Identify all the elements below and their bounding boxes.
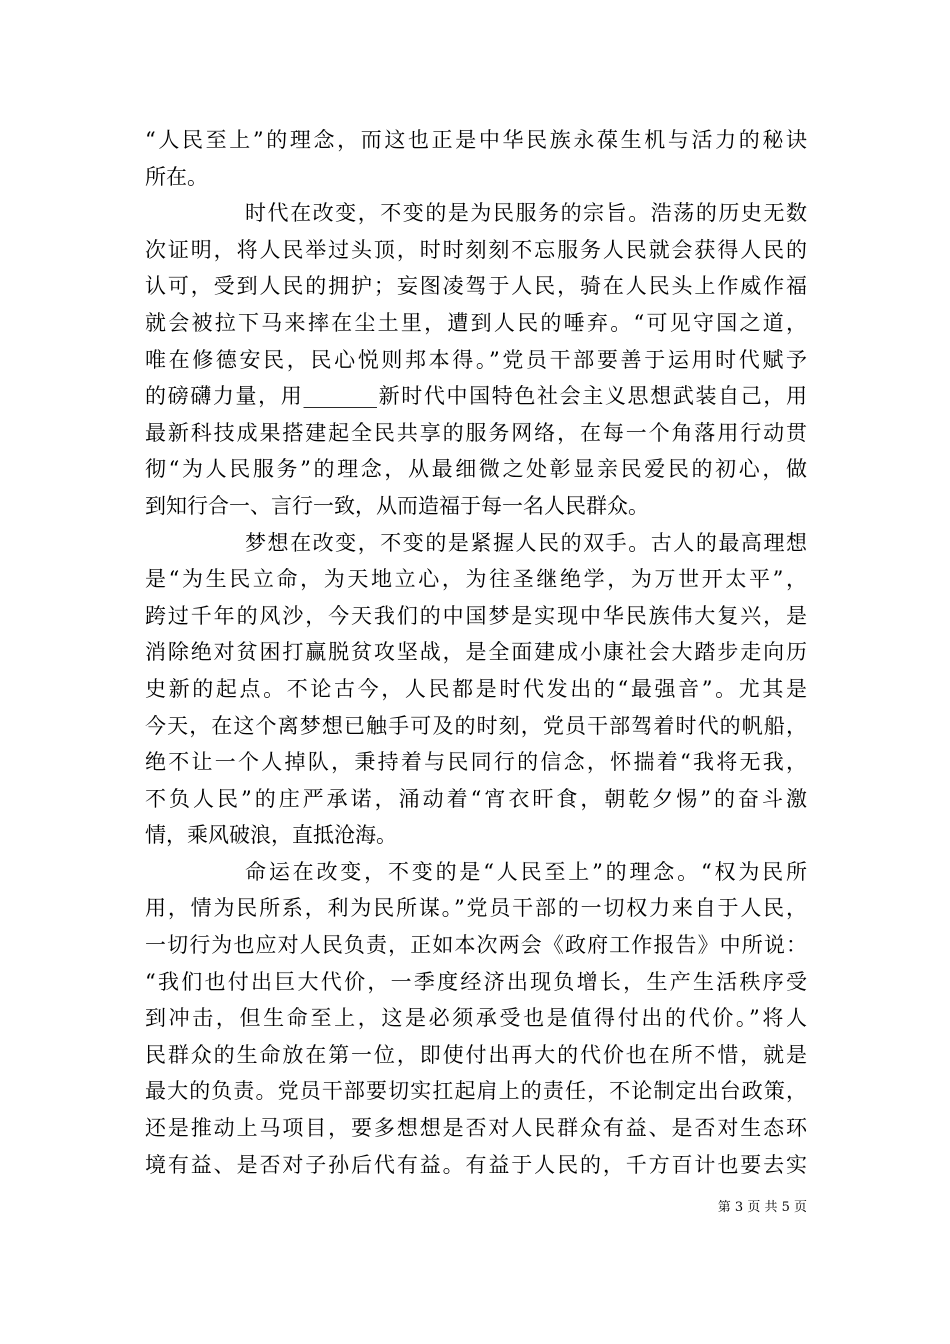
text-line: 最新科技成果搭建起全民共享的服务网络，在每一个角落用行动贯 bbox=[145, 420, 807, 445]
text-line: 民群众的生命放在第一位，即使付出再大的代价也在所不惜，就是 bbox=[145, 1042, 807, 1067]
text-line: 到知行合一、言行一致，从而造福于每一名人民群众。 bbox=[145, 493, 649, 518]
body-text bbox=[145, 122, 807, 1183]
text-line: 就会被拉下马来摔在尘土里，遭到人民的唾弃。“可见守国之道， bbox=[145, 310, 807, 335]
text-line: 唯在修德安民，民心悦则邦本得。”党员干部要善于运用时代赋予 bbox=[145, 347, 807, 372]
text-line: 所在。 bbox=[145, 164, 208, 189]
text-line: 时代在改变，不变的是为民服务的宗旨。浩荡的历史无数 bbox=[245, 201, 807, 226]
text-line: 境有益、是否对子孙后代有益。有益于人民的，千方百计也要去实 bbox=[145, 1152, 807, 1177]
text-line: 认可，受到人民的拥护；妄图凌驾于人民，骑在人民头上作威作福 bbox=[145, 274, 807, 299]
text-line: 跨过千年的风沙，今天我们的中国梦是实现中华民族伟大复兴，是 bbox=[145, 603, 807, 628]
text-line: 情，乘风破浪，直抵沧海。 bbox=[145, 823, 397, 848]
text-line: “我们也付出巨大代价，一季度经济出现负增长，生产生活秩序受 bbox=[145, 969, 807, 994]
text-line: 用，情为民所系，利为民所谋。”党员干部的一切权力来自于人民， bbox=[145, 896, 807, 921]
text-line: 到冲击，但生命至上，这是必须承受也是值得付出的代价。”将人 bbox=[145, 1006, 807, 1031]
text-line: 今天，在这个离梦想已触手可及的时刻，党员干部驾着时代的帆船， bbox=[145, 713, 807, 738]
text-line: 命运在改变，不变的是“人民至上”的理念。“权为民所 bbox=[245, 859, 807, 884]
text-line: 梦想在改变，不变的是紧握人民的双手。古人的最高理想 bbox=[245, 530, 807, 555]
text-line: 史新的起点。不论古今，人民都是时代发出的“最强音”。尤其是 bbox=[145, 676, 807, 701]
text-line: 次证明，将人民举过头顶，时时刻刻不忘服务人民就会获得人民的 bbox=[145, 237, 807, 262]
text-line: 的磅礴力量，用_______新时代中国特色社会主义思想武装自己，用 bbox=[145, 384, 807, 409]
page-number-footer: 第 3 页 共 5 页 bbox=[717, 1200, 807, 1215]
text-line: “人民至上”的理念，而这也正是中华民族永葆生机与活力的秘诀 bbox=[145, 128, 807, 152]
text-line: 还是推动上马项目，要多想想是否对人民群众有益、是否对生态环 bbox=[145, 1116, 807, 1141]
text-line: 不负人民”的庄严承诺，涌动着“宵衣旰食，朝乾夕惕”的奋斗激 bbox=[145, 786, 807, 811]
text-line: 彻“为人民服务”的理念，从最细微之处彰显亲民爱民的初心，做 bbox=[145, 457, 807, 482]
text-line: 绝不让一个人掉队，秉持着与民同行的信念，怀揣着“我将无我， bbox=[145, 750, 807, 775]
text-line: 最大的负责。党员干部要切实扛起肩上的责任，不论制定出台政策， bbox=[145, 1079, 807, 1104]
text-line: 一切行为也应对人民负责，正如本次两会《政府工作报告》中所说： bbox=[145, 933, 807, 958]
text-line: 是“为生民立命，为天地立心，为往圣继绝学，为万世开太平”， bbox=[145, 567, 807, 592]
text-line: 消除绝对贫困打赢脱贫攻坚战，是全面建成小康社会大踏步走向历 bbox=[145, 640, 807, 665]
